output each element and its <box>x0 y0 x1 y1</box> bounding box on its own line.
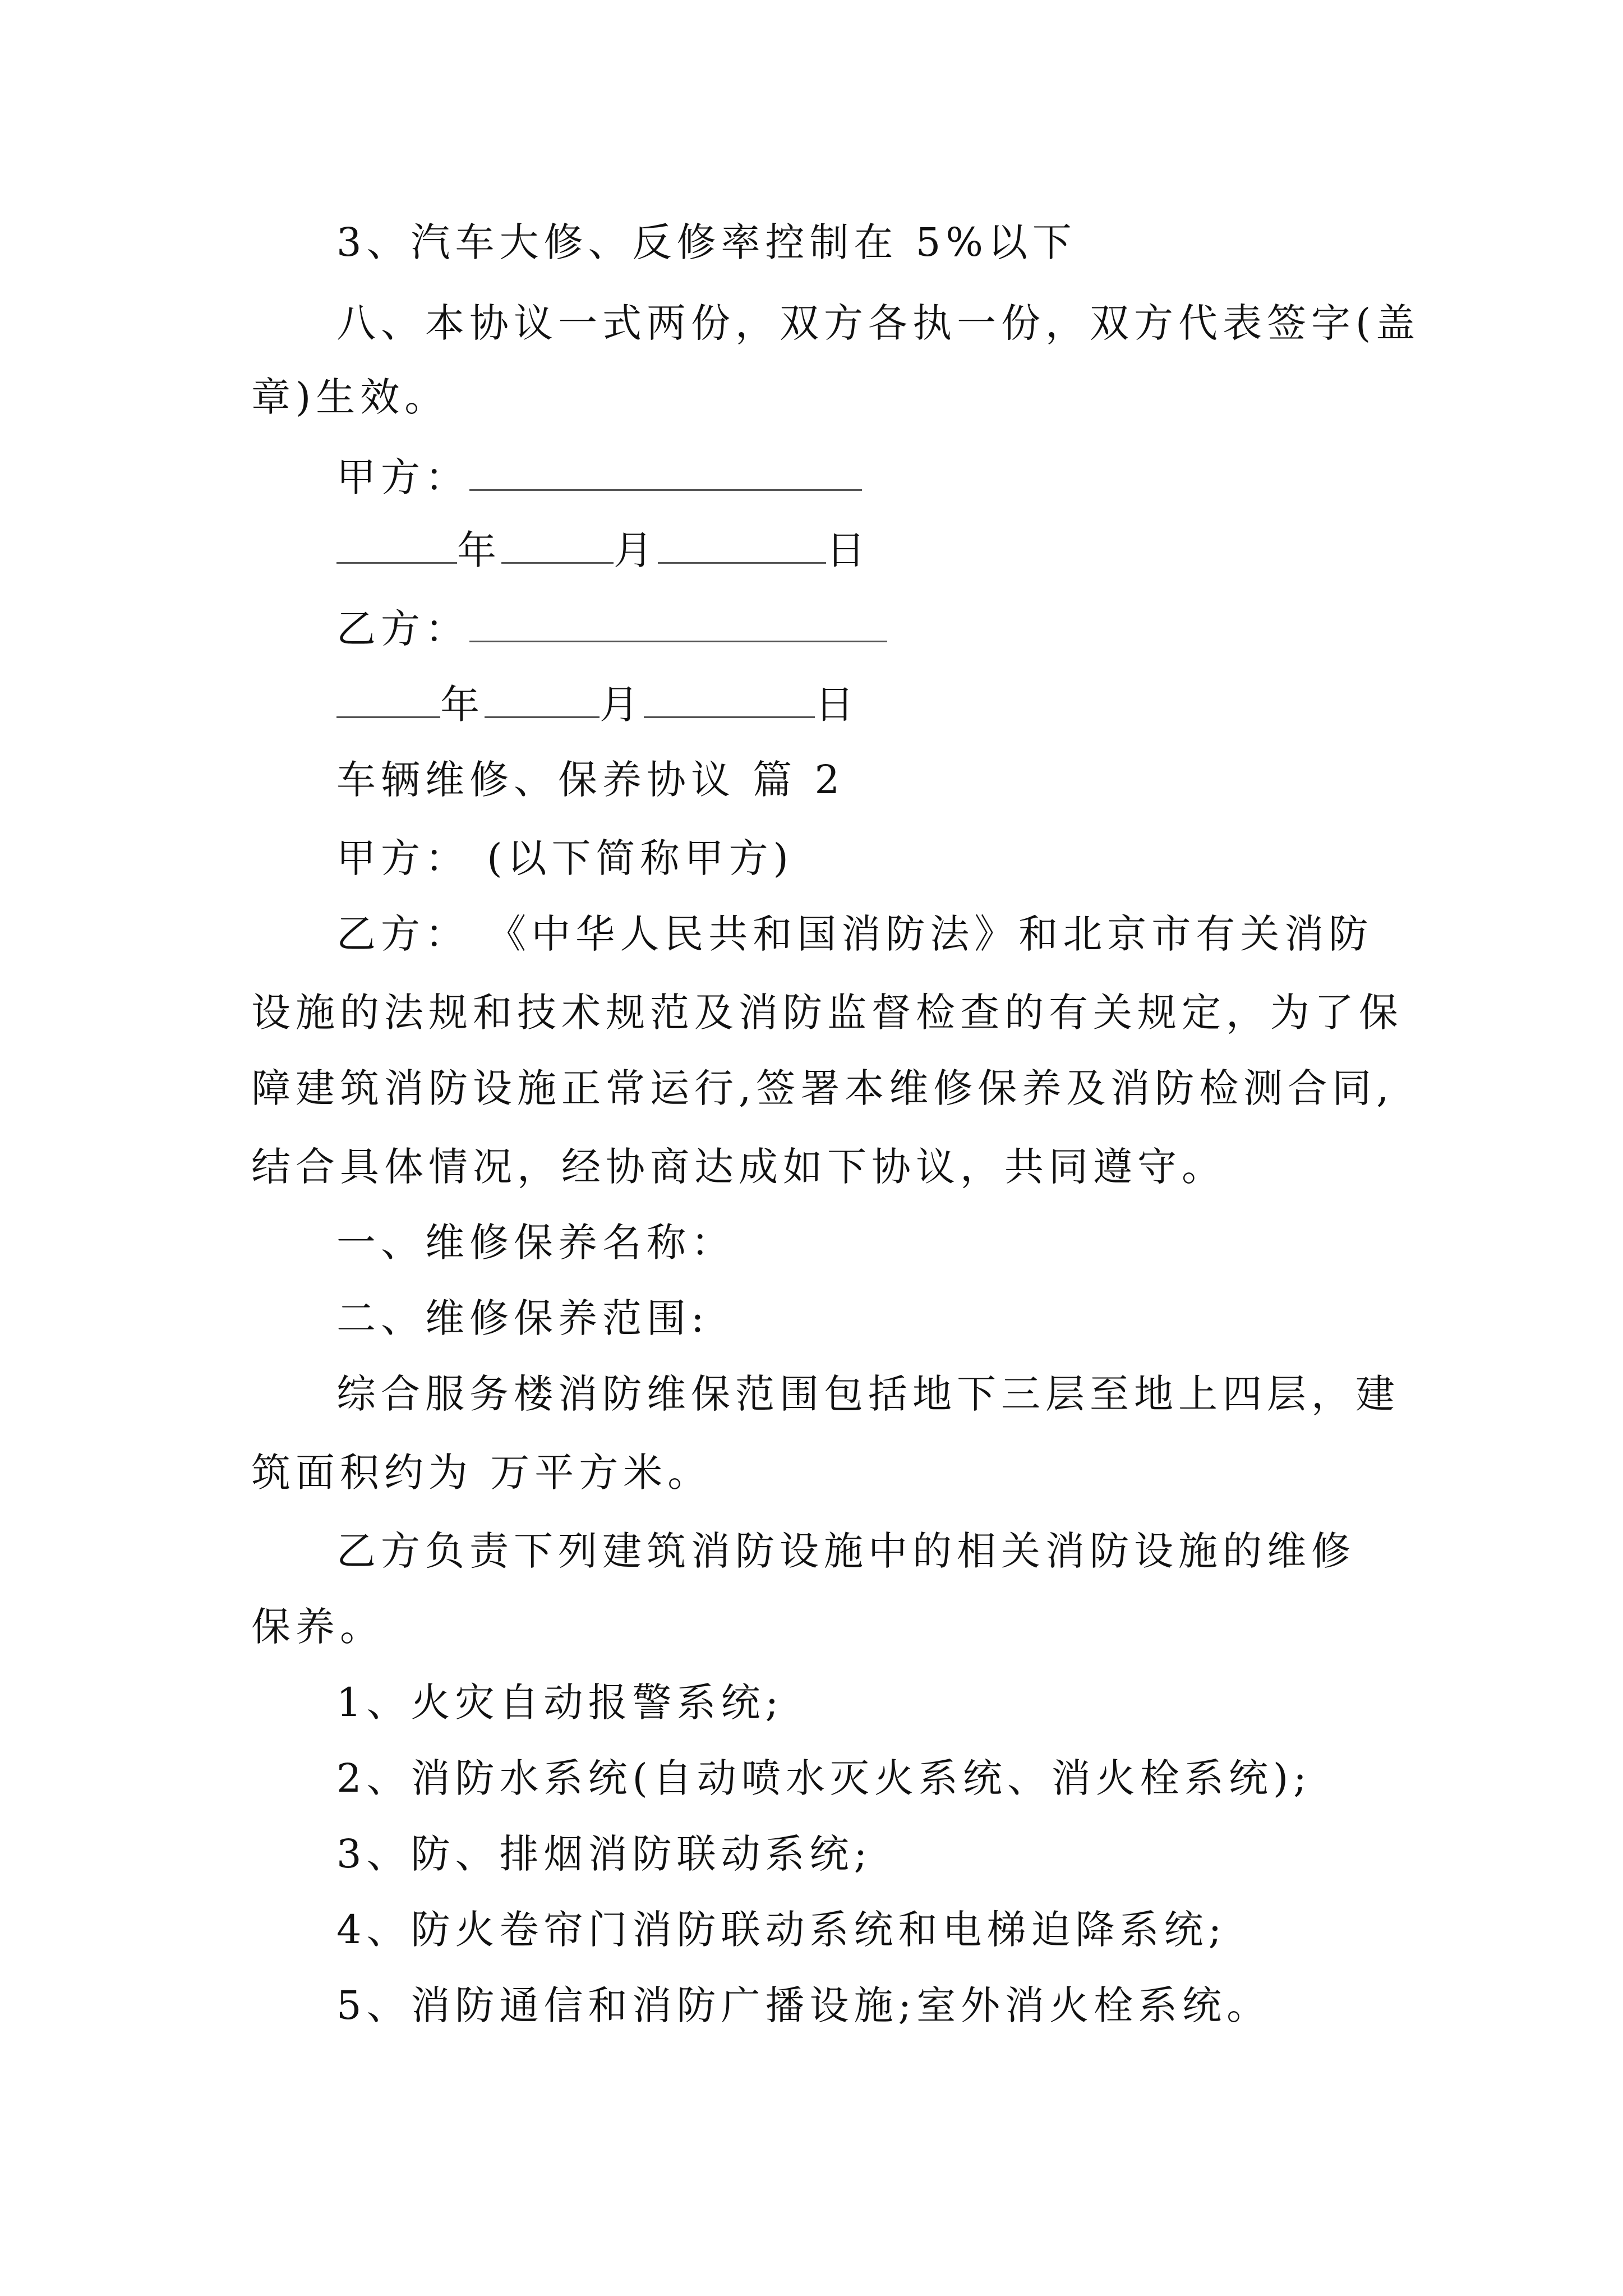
year-blank <box>336 682 440 718</box>
signature-blank <box>469 606 887 642</box>
paragraph-line: 保养。 <box>251 1604 384 1650</box>
list-item: 3、防、排烟消防联动系统; <box>336 1831 873 1877</box>
day-blank <box>658 527 826 564</box>
paragraph-line: 二、维修保养范围: <box>336 1295 709 1341</box>
paragraph-line: 筑面积约为 万平方米。 <box>251 1450 712 1496</box>
paragraph-line: 障建筑消防设施正常运行,签署本维修保养及消防检测合同, <box>251 1065 1394 1111</box>
signature-blank <box>469 454 862 491</box>
paragraph-line: 甲方： (以下简称甲方) <box>336 835 794 881</box>
list-item: 4、防火卷帘门消防联动系统和电梯迫降系统; <box>336 1907 1227 1953</box>
month-label: 月 <box>614 527 658 573</box>
date-line-b <box>336 682 859 727</box>
list-item: 5、消防通信和消防广播设施;室外消火栓系统。 <box>336 1982 1271 2028</box>
paragraph-line: 综合服务楼消防维保范围包括地下三层至地上四层，建 <box>336 1371 1400 1417</box>
year-label: 年 <box>457 527 501 573</box>
paragraph-line: 设施的法规和技术规范及消防监督检查的有关规定，为了保 <box>251 990 1403 1036</box>
list-item: 1、火灾自动报警系统; <box>336 1680 784 1726</box>
day-label: 日 <box>815 682 859 728</box>
month-blank <box>501 527 614 564</box>
paragraph-line: 3、汽车大修、反修率控制在 5%以下 <box>336 219 1077 265</box>
year-blank <box>336 527 457 564</box>
party-a-label: 甲方： <box>336 454 469 500</box>
party-b-label: 乙方： <box>336 606 469 652</box>
section-heading: 车辆维修、保养协议 篇 2 <box>336 757 845 803</box>
month-blank <box>485 682 600 718</box>
year-label: 年 <box>440 682 485 728</box>
paragraph-line: 章)生效。 <box>251 374 449 420</box>
party-b-signature-line <box>336 606 887 651</box>
day-blank <box>644 682 815 718</box>
month-label: 月 <box>600 682 644 728</box>
paragraph-line: 结合具体情况，经协商达成如下协议，共同遵守。 <box>251 1144 1226 1190</box>
paragraph-line: 一、维修保养名称： <box>336 1220 735 1266</box>
date-line-a <box>336 527 870 573</box>
party-a-signature-line <box>336 454 862 500</box>
day-label: 日 <box>826 527 870 573</box>
paragraph-line: 乙方负责下列建筑消防设施中的相关消防设施的维修 <box>336 1528 1355 1574</box>
paragraph-line: 八、本协议一式两份，双方各执一份，双方代表签字(盖 <box>336 300 1421 346</box>
list-item: 2、消防水系统(自动喷水灭火系统、消火栓系统); <box>336 1755 1312 1801</box>
paragraph-line: 乙方： 《中华人民共和国消防法》和北京市有关消防 <box>336 911 1373 957</box>
